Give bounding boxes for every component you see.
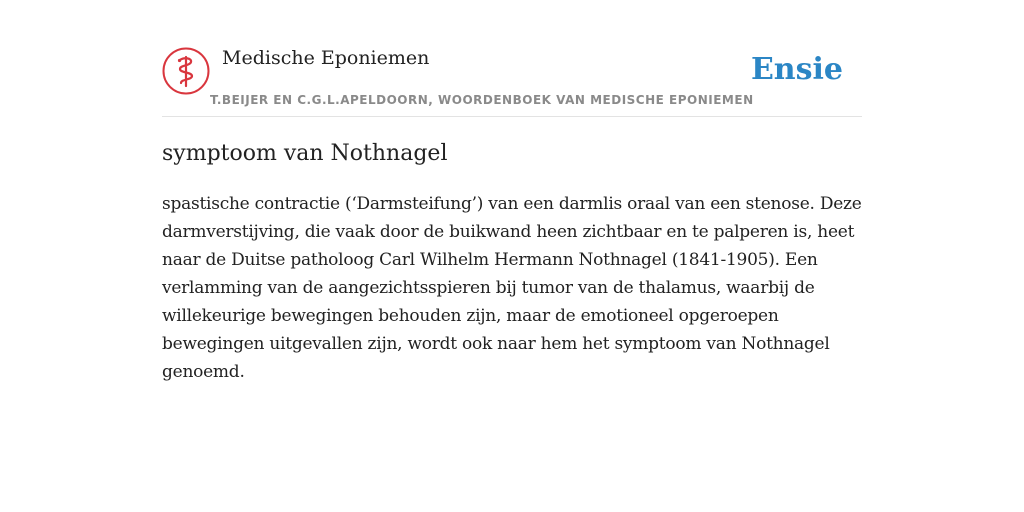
source-authors: T.BEIJER EN C.G.L.APELDOORN, WOORDENBOEK VAN MEDISCHE EPONIEMEN — [210, 93, 754, 107]
source-header — [162, 44, 862, 117]
source-title[interactable]: Medische Eponiemen — [222, 47, 430, 69]
entry-card — [162, 44, 862, 386]
caduceus-icon[interactable] — [162, 47, 210, 95]
entry-definition: spastische contractie (‘Darmsteifung’) van een darmlis oraal van een stenose. Deze darmverstijving, die vaak door de buikwand heen zichtbaar en te palperen is, heet naar de Duitse patholoog Carl Wilhelm Hermann Nothnagel (1841-1905). Een verlamming van de aangezichtsspieren bij tumor van de thalamus, waarbij de willekeurige bewegingen behouden zijn, maar de emotioneel opgeroepen bewegingen uitgevallen zijn, wordt ook naar hem het symptoom van Nothnagel genoemd. — [162, 194, 862, 382]
entry-term: symptoom van Nothnagel — [162, 141, 448, 166]
brand-logo[interactable]: Ensie — [750, 52, 843, 87]
